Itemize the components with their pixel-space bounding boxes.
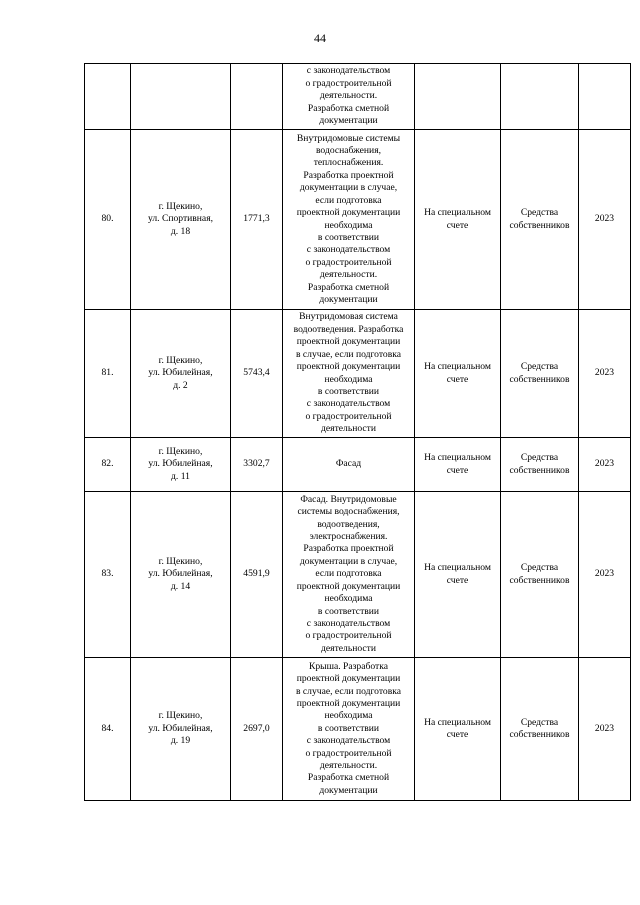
funding-source-cell (501, 492, 579, 658)
account-type-cell (415, 438, 501, 492)
row-number-cell: 84. (85, 658, 131, 801)
table-row (85, 130, 631, 310)
cell-line: Средства (520, 207, 559, 219)
cell-line: счете (446, 574, 469, 586)
cell-line: проектной документации (296, 207, 401, 219)
cell-line: в случае, если подготовка (295, 685, 402, 697)
cell-line: с законодательством (306, 65, 391, 77)
cell-line: ул. Юбилейная, (148, 722, 213, 734)
cell-line: с законодательством (306, 398, 391, 410)
cell-line: в случае, если подготовка (295, 348, 402, 360)
cell-line: Средства (520, 361, 559, 373)
address-cell (131, 64, 231, 130)
cell-line: документации (319, 115, 378, 127)
funding-source-cell (501, 310, 579, 438)
works-cell (283, 492, 415, 658)
cell-line: г. Щекино, (158, 200, 203, 212)
cell-line: проектной документации (296, 697, 401, 709)
funding-source-cell (501, 438, 579, 492)
cell-line: На специальном (424, 452, 491, 464)
cell-line: На специальном (424, 716, 491, 728)
cell-line: На специальном (424, 361, 491, 373)
cell-line: о градостроительной (305, 747, 392, 759)
year-cell: 2023 (579, 492, 631, 658)
cell-line: Крыша. Разработка (308, 660, 389, 672)
cell-line: Разработка сметной (307, 772, 390, 784)
funding-source-cell (501, 64, 579, 130)
cell-line: д. 14 (170, 580, 191, 592)
works-cell (283, 310, 415, 438)
row-number-cell: 83. (85, 492, 131, 658)
account-type-cell (415, 130, 501, 310)
cell-line: Фасад. Внутридомовые (300, 493, 397, 505)
cell-line: д. 11 (171, 470, 190, 482)
cell-line: ул. Юбилейная, (148, 458, 213, 470)
table-body (85, 64, 631, 801)
cell-line: в соответствии (317, 231, 380, 243)
cell-line: счете (446, 464, 469, 476)
cell-line: счете (446, 373, 469, 385)
cell-line: документации (319, 784, 378, 796)
cell-line: Разработка сметной (307, 102, 390, 114)
area-cell: 1771,3 (231, 130, 283, 310)
area-cell: 5743,4 (231, 310, 283, 438)
cell-line: Средства (520, 562, 559, 574)
capital-repair-table (84, 63, 631, 801)
cell-line: собственников (509, 464, 570, 476)
table-row (85, 438, 631, 492)
cell-line: в соответствии (317, 385, 380, 397)
cell-line: водоотведения. Разработка (293, 323, 404, 335)
cell-line: о градостроительной (305, 630, 392, 642)
cell-line: необходима (324, 219, 373, 231)
cell-line: д. 2 (173, 379, 188, 391)
funding-source-cell (501, 130, 579, 310)
cell-line: о градостроительной (305, 77, 392, 89)
cell-line: Фасад (335, 458, 362, 470)
area-cell (231, 64, 283, 130)
table-row (85, 492, 631, 658)
cell-line: деятельности (321, 642, 376, 654)
cell-line: На специальном (424, 562, 491, 574)
account-type-cell (415, 310, 501, 438)
address-cell (131, 310, 231, 438)
cell-line: необходима (324, 710, 373, 722)
cell-line: Разработка проектной (303, 543, 394, 555)
cell-line: ул. Юбилейная, (148, 568, 213, 580)
year-cell: 2023 (579, 310, 631, 438)
cell-line: г. Щекино, (158, 710, 203, 722)
year-cell: 2023 (579, 438, 631, 492)
address-cell (131, 492, 231, 658)
row-number-cell: 81. (85, 310, 131, 438)
cell-line: деятельности. (319, 269, 378, 281)
area-cell: 2697,0 (231, 658, 283, 801)
account-type-cell (415, 492, 501, 658)
cell-line: ул. Юбилейная, (148, 367, 213, 379)
address-cell (131, 438, 231, 492)
cell-line: собственников (509, 574, 570, 586)
row-number-cell: 82. (85, 438, 131, 492)
cell-line: собственников (509, 373, 570, 385)
cell-line: собственников (509, 219, 570, 231)
cell-line: теплоснабжения. (313, 157, 384, 169)
table-row (85, 310, 631, 438)
cell-line: Средства (520, 452, 559, 464)
cell-line: д. 19 (170, 735, 191, 747)
cell-line: о градостроительной (305, 256, 392, 268)
account-type-cell (415, 658, 501, 801)
cell-line: г. Щекино, (158, 555, 203, 567)
cell-line: Разработка сметной (307, 281, 390, 293)
cell-line: в соответствии (317, 605, 380, 617)
cell-line: деятельности. (319, 760, 378, 772)
cell-line: д. 18 (170, 225, 191, 237)
funding-source-cell (501, 658, 579, 801)
cell-line: документации в случае, (299, 555, 398, 567)
cell-line: проектной документации (296, 361, 401, 373)
cell-line: Разработка проектной (303, 169, 394, 181)
cell-line: с законодательством (306, 617, 391, 629)
cell-line: если подготовка (315, 194, 382, 206)
cell-line: в соответствии (317, 722, 380, 734)
year-cell (579, 64, 631, 130)
works-cell (283, 438, 415, 492)
address-cell (131, 130, 231, 310)
cell-line: необходима (324, 593, 373, 605)
cell-line: о градостроительной (305, 410, 392, 422)
cell-line: собственников (509, 729, 570, 740)
cell-line: электроснабжения. (309, 531, 388, 543)
year-cell: 2023 (579, 130, 631, 310)
account-type-cell (415, 64, 501, 130)
cell-line: если подготовка (315, 568, 382, 580)
cell-line: На специальном (424, 207, 491, 219)
cell-line: проектной документации (296, 580, 401, 592)
cell-line: Средства (520, 716, 559, 728)
area-cell: 3302,7 (231, 438, 283, 492)
row-number-cell: 80. (85, 130, 131, 310)
cell-line: счете (446, 219, 469, 231)
cell-line: документации (319, 293, 378, 305)
table-row (85, 658, 631, 801)
cell-line: с законодательством (306, 735, 391, 747)
cell-line: Внутридомовая система (299, 311, 398, 323)
cell-line: ул. Спортивная, (147, 213, 214, 225)
row-number-cell (85, 64, 131, 130)
works-cell (283, 130, 415, 310)
works-cell (283, 64, 415, 130)
cell-line: необходима (324, 373, 373, 385)
cell-line: счете (446, 729, 469, 740)
area-cell: 4591,9 (231, 492, 283, 658)
cell-line: деятельности. (319, 90, 378, 102)
address-cell (131, 658, 231, 801)
cell-line: документации в случае, (299, 182, 398, 194)
cell-line: проектной документации (296, 673, 401, 685)
cell-line: водоотведения, (317, 518, 380, 530)
table-row (85, 64, 631, 130)
year-cell: 2023 (579, 658, 631, 801)
cell-line: г. Щекино, (158, 354, 203, 366)
page-number: 44 (314, 31, 326, 45)
cell-line: водоснабжения, (315, 145, 382, 157)
cell-line: системы водоснабжения, (297, 506, 400, 518)
cell-line: Внутридомовые системы (296, 132, 401, 144)
cell-line: г. Щекино, (158, 445, 203, 457)
cell-line: деятельности (321, 423, 376, 435)
cell-line: с законодательством (306, 244, 391, 256)
works-cell (283, 658, 415, 801)
cell-line: проектной документации (296, 336, 401, 348)
